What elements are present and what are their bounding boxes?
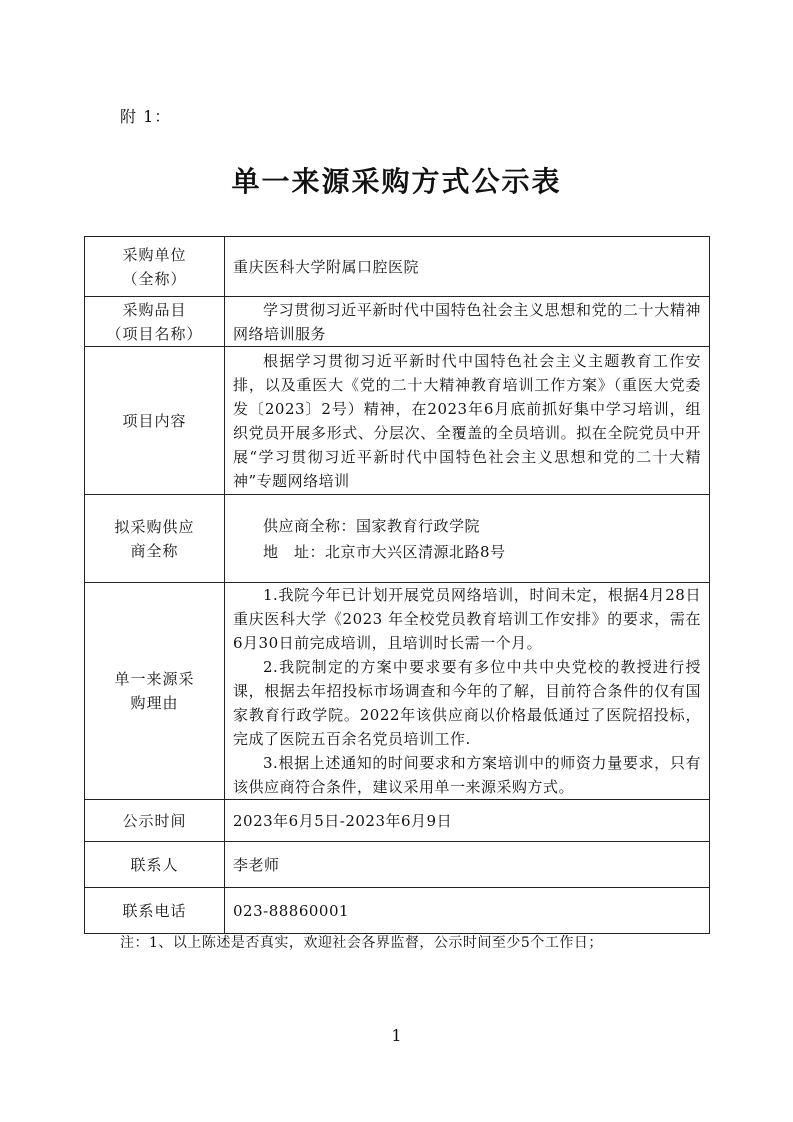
attachment-label: 附 1：: [120, 107, 172, 126]
row-reason: [85, 583, 710, 800]
label-project-content: 项目内容: [85, 347, 225, 495]
label-purchaser: [85, 237, 225, 297]
value-phone: 023-88860001: [225, 888, 710, 934]
label-project-name: [85, 297, 225, 347]
project-content-text: 根据学习贯彻习近平新时代中国特色社会主义主题教育工作安排，以及重医大《党的二十大精神教育培训工作方案》（重医大党委发〔2023〕2号）精神，在2023年6月底前抓好集中学习培训，组织党员开展多形式、分层次、全覆盖的全员培训。拟在全院党员中开展“学习贯彻习近平新时代中国特色社会主义思想和党的二十大精神”专题网络培训: [233, 351, 701, 490]
notice-table: [84, 236, 710, 934]
page-title: 单一来源采购方式公示表: [231, 165, 562, 198]
label-reason-line2: 购理由: [130, 694, 179, 712]
value-contact: 李老师: [225, 842, 710, 888]
reason-paragraph: 2.我院制定的方案中要求要有多位中共中央党校的教授进行授课，根据去年招投标市场调查和今年的了解，目前符合条件的仅有国家教育行政学院。2022年该供应商以价格最低通过了医院招投标，完成了医院五百余名党员培训工作.: [233, 658, 701, 748]
row-phone: [85, 888, 710, 934]
supplier-address-line: 地 址：北京市大兴区清源北路8号: [263, 542, 506, 561]
value-supplier: [225, 495, 710, 583]
label-purchaser-line2: （全称）: [122, 269, 187, 288]
label-reason-line1: 单一来源采: [114, 670, 195, 688]
value-purchaser: 重庆医科大学附属口腔医院: [225, 237, 710, 297]
row-purchaser: [85, 237, 710, 297]
value-project-content: [225, 347, 710, 495]
label-supplier-line2: 商全称: [130, 541, 179, 560]
row-supplier: [85, 495, 710, 583]
label-project-name-line2: （项目名称）: [106, 324, 203, 343]
label-notice-period: 公示时间: [85, 800, 225, 842]
label-supplier-line1: 拟采购供应: [114, 517, 195, 536]
label-purchaser-line1: 采购单位: [122, 245, 187, 264]
row-project-name: [85, 297, 710, 347]
row-contact: [85, 842, 710, 888]
label-supplier: [85, 495, 225, 583]
supplier-name-line: 供应商全称：国家教育行政学院: [263, 516, 481, 535]
label-reason: [85, 583, 225, 800]
label-contact: 联系人: [85, 842, 225, 888]
label-phone: 联系电话: [85, 888, 225, 934]
value-notice-period: 2023年6月5日-2023年6月9日: [225, 800, 710, 842]
reason-paragraph: 3.根据上述通知的时间要求和方案培训中的师资力量要求，只有该供应商符合条件，建议采用单一来源采购方式。: [233, 754, 701, 796]
page-number: 1: [391, 1026, 402, 1045]
reason-paragraph: 1.我院今年已计划开展党员网络培训，时间未定，根据4月28日重庆医科大学《2023 年全校党员教育培训工作安排》的要求，需在6月30日前完成培训，且培训时长需一个月。: [233, 586, 701, 652]
value-project-name: [225, 297, 710, 347]
row-project-content: [85, 347, 710, 495]
value-reason: [225, 583, 710, 800]
label-project-name-line1: 采购品目: [122, 300, 187, 319]
project-name-text: 学习贯彻习近平新时代中国特色社会主义思想和党的二十大精神网络培训服务: [233, 300, 701, 343]
row-notice-period: [85, 800, 710, 842]
footnote: 注：1、以上陈述是否真实，欢迎社会各界监督，公示时间至少5个工作日；: [120, 935, 603, 951]
